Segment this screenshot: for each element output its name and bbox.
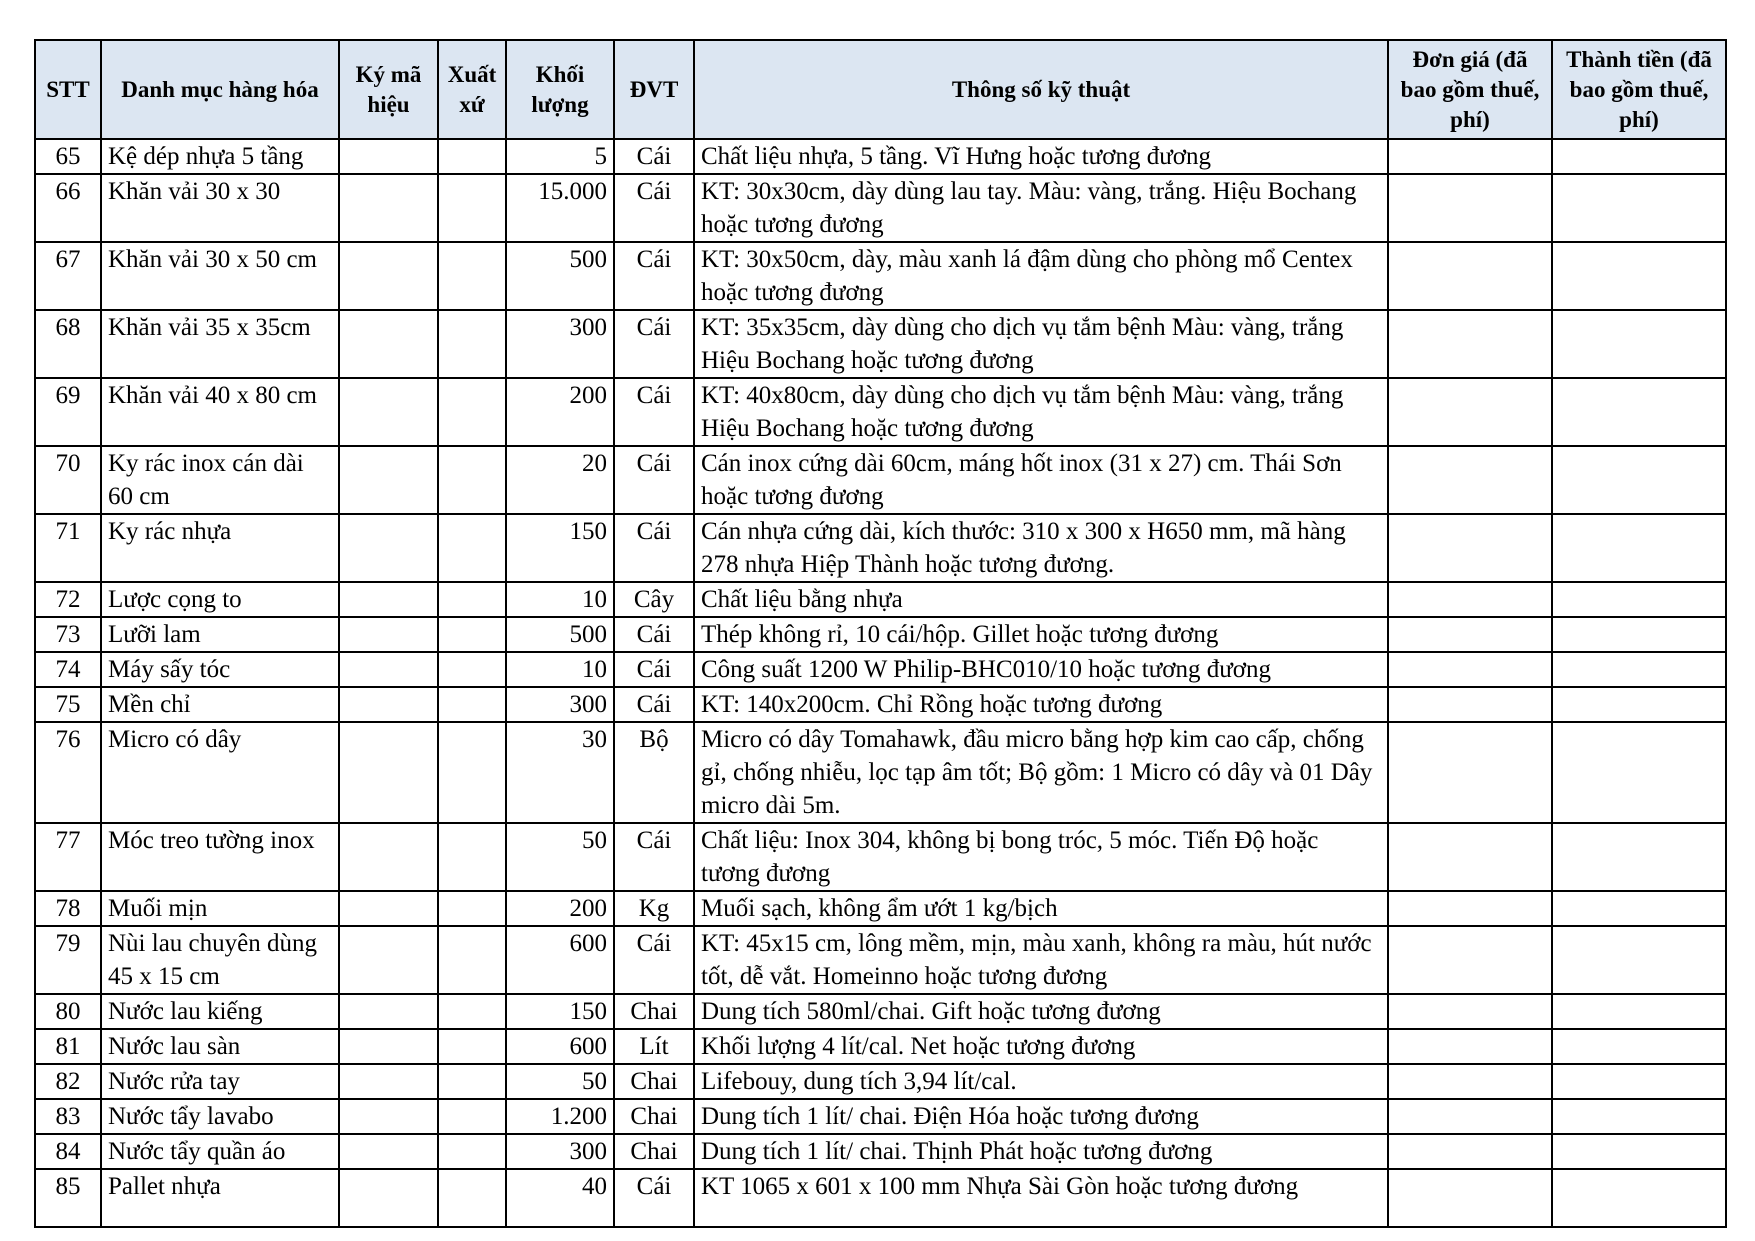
row-specification: KT: 35x35cm, dày dùng cho dịch vụ tắm bệnh Màu: vàng, trắng Hiệu Bochang hoặc tương đương xyxy=(694,310,1388,378)
row-stt: 82 xyxy=(35,1064,101,1099)
row-code xyxy=(339,1029,438,1064)
row-stt: 74 xyxy=(35,652,101,687)
row-total xyxy=(1552,1169,1726,1227)
row-total xyxy=(1552,139,1726,174)
row-code xyxy=(339,994,438,1029)
row-stt: 68 xyxy=(35,310,101,378)
row-code xyxy=(339,823,438,891)
row-goods-name: Nước tẩy quần áo xyxy=(101,1134,339,1169)
row-total xyxy=(1552,994,1726,1029)
row-quantity: 15.000 xyxy=(506,174,614,242)
row-origin xyxy=(438,926,506,994)
table-row xyxy=(35,687,1726,722)
header-total: Thành tiền (đã bao gồm thuế, phí) xyxy=(1552,40,1726,139)
row-specification: Muối sạch, không ẩm ướt 1 kg/bịch xyxy=(694,891,1388,926)
row-specification: KT: 140x200cm. Chỉ Rồng hoặc tương đương xyxy=(694,687,1388,722)
row-specification: Chất liệu bằng nhựa xyxy=(694,582,1388,617)
table-row xyxy=(35,994,1726,1029)
row-stt: 73 xyxy=(35,617,101,652)
header-code: Ký mã hiệu xyxy=(339,40,438,139)
row-specification: Thép không rỉ, 10 cái/hộp. Gillet hoặc tương đương xyxy=(694,617,1388,652)
row-total xyxy=(1552,652,1726,687)
row-quantity: 200 xyxy=(506,891,614,926)
row-code xyxy=(339,139,438,174)
row-code xyxy=(339,722,438,823)
row-origin xyxy=(438,582,506,617)
row-code xyxy=(339,1134,438,1169)
row-goods-name: Nùi lau chuyên dùng 45 x 15 cm xyxy=(101,926,339,994)
row-goods-name: Ky rác nhựa xyxy=(101,514,339,582)
table-row xyxy=(35,1134,1726,1169)
row-specification: KT 1065 x 601 x 100 mm Nhựa Sài Gòn hoặc tương đương xyxy=(694,1169,1388,1227)
row-unit: Chai xyxy=(614,994,694,1029)
row-unit-price xyxy=(1388,582,1552,617)
row-goods-name: Máy sấy tóc xyxy=(101,652,339,687)
row-quantity: 300 xyxy=(506,687,614,722)
table-row xyxy=(35,310,1726,378)
row-unit: Chai xyxy=(614,1134,694,1169)
row-origin xyxy=(438,722,506,823)
row-unit: Chai xyxy=(614,1099,694,1134)
row-unit-price xyxy=(1388,1029,1552,1064)
row-specification: KT: 30x50cm, dày, màu xanh lá đậm dùng cho phòng mổ Centex hoặc tương đương xyxy=(694,242,1388,310)
table-row xyxy=(35,652,1726,687)
row-origin xyxy=(438,994,506,1029)
row-origin xyxy=(438,139,506,174)
row-origin xyxy=(438,378,506,446)
row-unit-price xyxy=(1388,446,1552,514)
row-quantity: 30 xyxy=(506,722,614,823)
row-stt: 75 xyxy=(35,687,101,722)
row-stt: 67 xyxy=(35,242,101,310)
table-row xyxy=(35,378,1726,446)
row-quantity: 300 xyxy=(506,310,614,378)
row-goods-name: Ky rác inox cán dài 60 cm xyxy=(101,446,339,514)
row-code xyxy=(339,242,438,310)
row-goods-name: Mền chỉ xyxy=(101,687,339,722)
row-total xyxy=(1552,310,1726,378)
row-unit: Kg xyxy=(614,891,694,926)
row-unit-price xyxy=(1388,994,1552,1029)
row-unit-price xyxy=(1388,926,1552,994)
header-unit-price: Đơn giá (đã bao gồm thuế, phí) xyxy=(1388,40,1552,139)
row-unit-price xyxy=(1388,310,1552,378)
row-unit: Cái xyxy=(614,310,694,378)
row-goods-name: Khăn vải 30 x 50 cm xyxy=(101,242,339,310)
row-quantity: 300 xyxy=(506,1134,614,1169)
row-unit-price xyxy=(1388,1169,1552,1227)
row-unit-price xyxy=(1388,378,1552,446)
row-specification: Cán inox cứng dài 60cm, máng hốt inox (31 x 27) cm. Thái Sơn hoặc tương đương xyxy=(694,446,1388,514)
row-origin xyxy=(438,310,506,378)
row-specification: Chất liệu nhựa, 5 tầng. Vĩ Hưng hoặc tương đương xyxy=(694,139,1388,174)
row-specification: Dung tích 1 lít/ chai. Điện Hóa hoặc tương đương xyxy=(694,1099,1388,1134)
row-unit: Cái xyxy=(614,446,694,514)
row-quantity: 150 xyxy=(506,514,614,582)
header-specification: Thông số kỹ thuật xyxy=(694,40,1388,139)
row-unit-price xyxy=(1388,1099,1552,1134)
table-row xyxy=(35,722,1726,823)
table-row xyxy=(35,1064,1726,1099)
row-total xyxy=(1552,514,1726,582)
row-quantity: 500 xyxy=(506,242,614,310)
row-stt: 71 xyxy=(35,514,101,582)
row-origin xyxy=(438,1169,506,1227)
row-total xyxy=(1552,1134,1726,1169)
row-stt: 83 xyxy=(35,1099,101,1134)
row-quantity: 10 xyxy=(506,652,614,687)
row-goods-name: Nước lau sàn xyxy=(101,1029,339,1064)
row-quantity: 40 xyxy=(506,1169,614,1227)
row-code xyxy=(339,1169,438,1227)
row-code xyxy=(339,687,438,722)
row-unit: Cây xyxy=(614,582,694,617)
row-unit-price xyxy=(1388,891,1552,926)
row-code xyxy=(339,1064,438,1099)
row-quantity: 10 xyxy=(506,582,614,617)
row-stt: 80 xyxy=(35,994,101,1029)
row-unit: Cái xyxy=(614,687,694,722)
table-row xyxy=(35,823,1726,891)
row-code xyxy=(339,652,438,687)
row-goods-name: Nước rửa tay xyxy=(101,1064,339,1099)
row-goods-name: Khăn vải 30 x 30 xyxy=(101,174,339,242)
row-stt: 77 xyxy=(35,823,101,891)
row-unit: Bộ xyxy=(614,722,694,823)
row-origin xyxy=(438,617,506,652)
header-goods-name: Danh mục hàng hóa xyxy=(101,40,339,139)
row-origin xyxy=(438,891,506,926)
row-quantity: 200 xyxy=(506,378,614,446)
row-specification: Khối lượng 4 lít/cal. Net hoặc tương đương xyxy=(694,1029,1388,1064)
row-goods-name: Nước tẩy lavabo xyxy=(101,1099,339,1134)
row-total xyxy=(1552,926,1726,994)
row-total xyxy=(1552,378,1726,446)
row-unit: Cái xyxy=(614,174,694,242)
row-total xyxy=(1552,687,1726,722)
row-quantity: 600 xyxy=(506,926,614,994)
row-goods-name: Móc treo tường inox xyxy=(101,823,339,891)
row-total xyxy=(1552,1099,1726,1134)
row-total xyxy=(1552,617,1726,652)
row-origin xyxy=(438,514,506,582)
row-unit: Chai xyxy=(614,1064,694,1099)
table-header-row xyxy=(35,40,1726,139)
row-unit: Cái xyxy=(614,926,694,994)
table-row xyxy=(35,446,1726,514)
row-unit: Cái xyxy=(614,1169,694,1227)
header-origin: Xuất xứ xyxy=(438,40,506,139)
row-total xyxy=(1552,823,1726,891)
table-row xyxy=(35,582,1726,617)
table-row xyxy=(35,891,1726,926)
row-code xyxy=(339,378,438,446)
row-unit: Cái xyxy=(614,617,694,652)
row-stt: 76 xyxy=(35,722,101,823)
row-origin xyxy=(438,1064,506,1099)
row-goods-name: Khăn vải 40 x 80 cm xyxy=(101,378,339,446)
table-row xyxy=(35,1029,1726,1064)
table-row xyxy=(35,139,1726,174)
row-code xyxy=(339,617,438,652)
row-origin xyxy=(438,446,506,514)
row-unit: Cái xyxy=(614,242,694,310)
row-stt: 84 xyxy=(35,1134,101,1169)
row-quantity: 500 xyxy=(506,617,614,652)
row-code xyxy=(339,174,438,242)
row-goods-name: Muối mịn xyxy=(101,891,339,926)
row-total xyxy=(1552,891,1726,926)
row-total xyxy=(1552,1064,1726,1099)
row-unit: Cái xyxy=(614,139,694,174)
row-origin xyxy=(438,687,506,722)
row-code xyxy=(339,891,438,926)
row-unit-price xyxy=(1388,514,1552,582)
table-row xyxy=(35,174,1726,242)
row-code xyxy=(339,1099,438,1134)
row-origin xyxy=(438,1134,506,1169)
row-unit: Cái xyxy=(614,378,694,446)
row-unit-price xyxy=(1388,1064,1552,1099)
row-specification: Công suất 1200 W Philip-BHC010/10 hoặc tương đương xyxy=(694,652,1388,687)
row-quantity: 5 xyxy=(506,139,614,174)
row-stt: 70 xyxy=(35,446,101,514)
header-stt: STT xyxy=(35,40,101,139)
row-stt: 69 xyxy=(35,378,101,446)
row-goods-name: Nước lau kiếng xyxy=(101,994,339,1029)
row-origin xyxy=(438,1029,506,1064)
row-origin xyxy=(438,652,506,687)
row-quantity: 50 xyxy=(506,823,614,891)
row-goods-name: Pallet nhựa xyxy=(101,1169,339,1227)
row-stt: 78 xyxy=(35,891,101,926)
row-code xyxy=(339,926,438,994)
row-quantity: 1.200 xyxy=(506,1099,614,1134)
row-goods-name: Lưỡi lam xyxy=(101,617,339,652)
row-total xyxy=(1552,242,1726,310)
row-stt: 79 xyxy=(35,926,101,994)
row-stt: 72 xyxy=(35,582,101,617)
row-total xyxy=(1552,174,1726,242)
row-unit-price xyxy=(1388,823,1552,891)
row-specification: KT: 45x15 cm, lông mềm, mịn, màu xanh, không ra màu, hút nước tốt, dễ vắt. Homeinno hoặc tương đương xyxy=(694,926,1388,994)
row-code xyxy=(339,514,438,582)
row-specification: Dung tích 1 lít/ chai. Thịnh Phát hoặc tương đương xyxy=(694,1134,1388,1169)
row-stt: 65 xyxy=(35,139,101,174)
row-specification: KT: 40x80cm, dày dùng cho dịch vụ tắm bệnh Màu: vàng, trắng Hiệu Bochang hoặc tương đương xyxy=(694,378,1388,446)
row-total xyxy=(1552,446,1726,514)
row-unit-price xyxy=(1388,617,1552,652)
row-unit: Cái xyxy=(614,823,694,891)
row-origin xyxy=(438,1099,506,1134)
row-code xyxy=(339,446,438,514)
row-stt: 66 xyxy=(35,174,101,242)
row-quantity: 20 xyxy=(506,446,614,514)
row-quantity: 50 xyxy=(506,1064,614,1099)
row-specification: Cán nhựa cứng dài, kích thước: 310 x 300 x H650 mm, mã hàng 278 nhựa Hiệp Thành hoặc tương đương. xyxy=(694,514,1388,582)
row-unit: Cái xyxy=(614,514,694,582)
row-quantity: 600 xyxy=(506,1029,614,1064)
goods-table-sheet xyxy=(34,39,1725,1228)
row-unit-price xyxy=(1388,139,1552,174)
row-unit-price xyxy=(1388,652,1552,687)
row-specification: KT: 30x30cm, dày dùng lau tay. Màu: vàng, trắng. Hiệu Bochang hoặc tương đương xyxy=(694,174,1388,242)
row-unit: Lít xyxy=(614,1029,694,1064)
row-code xyxy=(339,582,438,617)
row-unit-price xyxy=(1388,722,1552,823)
header-unit: ĐVT xyxy=(614,40,694,139)
table-row xyxy=(35,514,1726,582)
row-total xyxy=(1552,1029,1726,1064)
row-origin xyxy=(438,242,506,310)
row-unit-price xyxy=(1388,1134,1552,1169)
row-total xyxy=(1552,582,1726,617)
row-goods-name: Lược cọng to xyxy=(101,582,339,617)
row-origin xyxy=(438,823,506,891)
row-stt: 85 xyxy=(35,1169,101,1227)
goods-table xyxy=(34,39,1727,1228)
row-unit-price xyxy=(1388,687,1552,722)
row-unit-price xyxy=(1388,174,1552,242)
row-unit: Cái xyxy=(614,652,694,687)
table-row xyxy=(35,1099,1726,1134)
row-specification: Micro có dây Tomahawk, đầu micro bằng hợp kim cao cấp, chống gỉ, chống nhiễu, lọc tạp âm tốt; Bộ gồm: 1 Micro có dây và 01 Dây micro dài 5m. xyxy=(694,722,1388,823)
row-total xyxy=(1552,722,1726,823)
row-origin xyxy=(438,174,506,242)
row-code xyxy=(339,310,438,378)
row-specification: Lifebouy, dung tích 3,94 lít/cal. xyxy=(694,1064,1388,1099)
row-specification: Chất liệu: Inox 304, không bị bong tróc, 5 móc. Tiến Độ hoặc tương đương xyxy=(694,823,1388,891)
table-row xyxy=(35,617,1726,652)
table-row xyxy=(35,926,1726,994)
row-goods-name: Khăn vải 35 x 35cm xyxy=(101,310,339,378)
table-row xyxy=(35,1169,1726,1227)
row-quantity: 150 xyxy=(506,994,614,1029)
goods-table-body xyxy=(35,139,1726,1227)
row-unit-price xyxy=(1388,242,1552,310)
header-quantity: Khối lượng xyxy=(506,40,614,139)
row-goods-name: Micro có dây xyxy=(101,722,339,823)
row-stt: 81 xyxy=(35,1029,101,1064)
row-specification: Dung tích 580ml/chai. Gift hoặc tương đương xyxy=(694,994,1388,1029)
table-row xyxy=(35,242,1726,310)
row-goods-name: Kệ dép nhựa 5 tầng xyxy=(101,139,339,174)
